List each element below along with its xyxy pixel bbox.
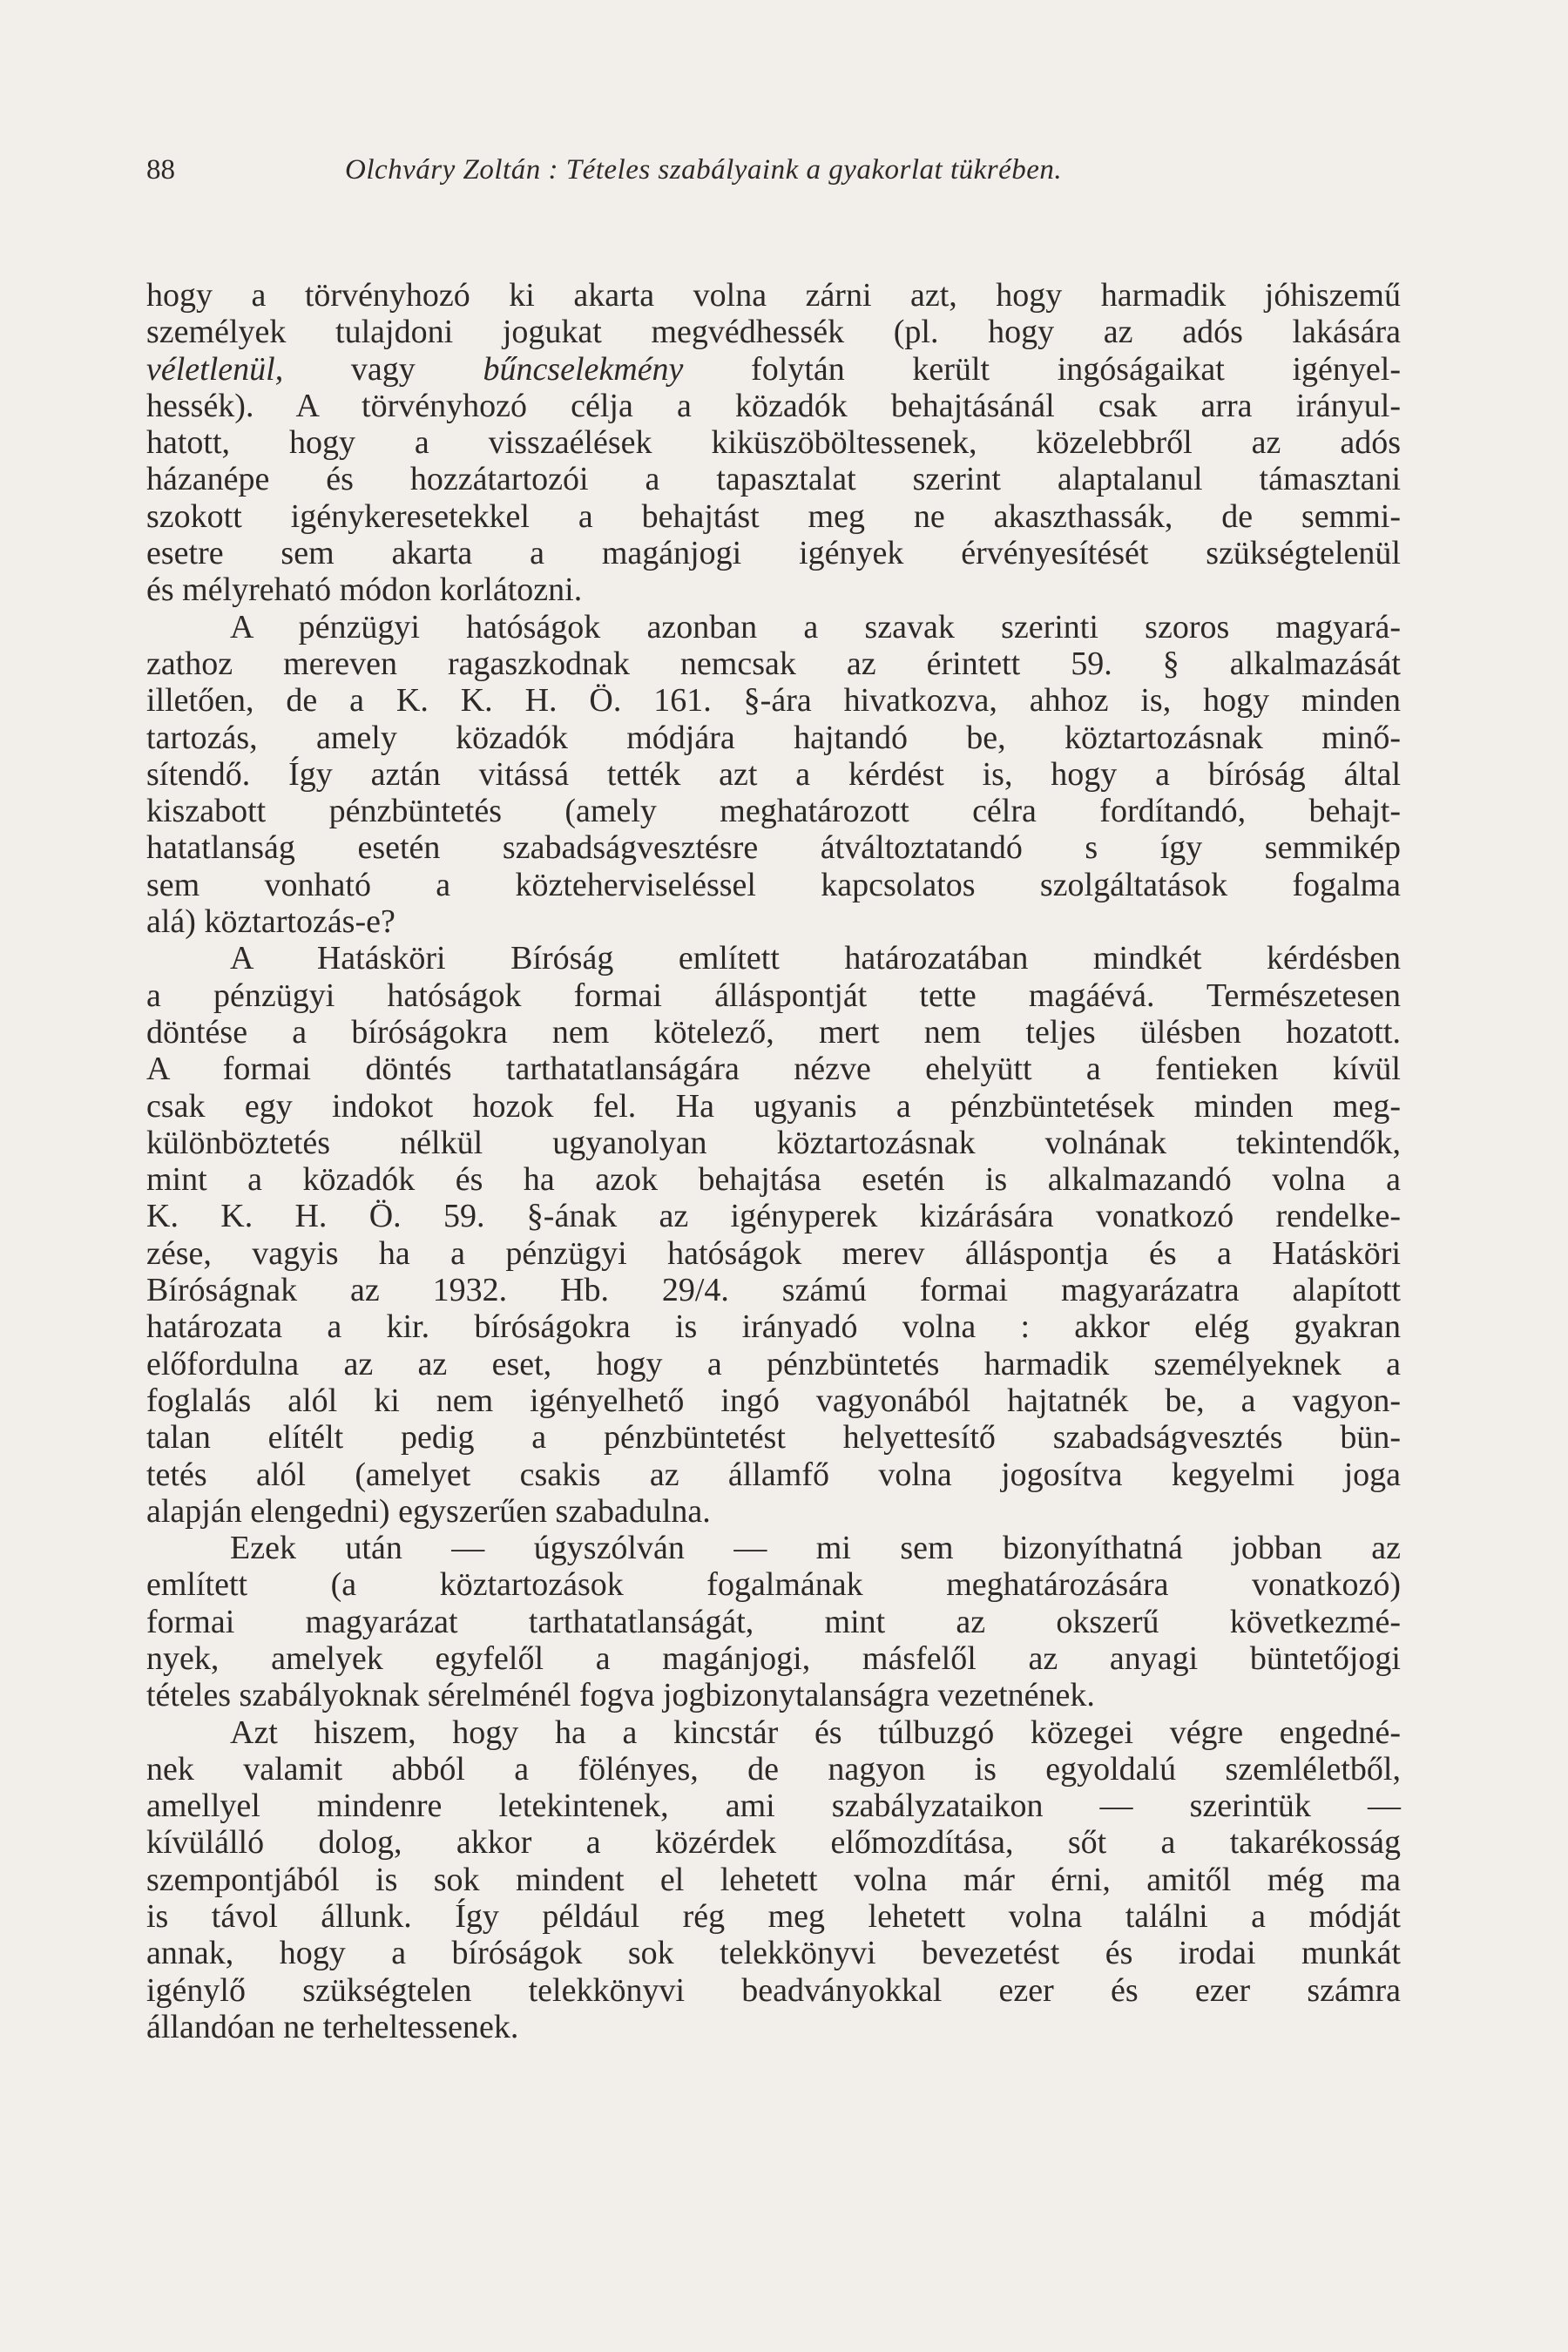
paragraph-1 [146,277,1401,609]
text-line: is távol állunk. Így például rég meg lehetett volna találni a módját [146,1898,1401,1936]
text-line: előfordulna az az eset, hogy a pénzbüntetés harmadik személyeknek a [146,1345,1401,1382]
running-header [146,152,1427,187]
text-line: házanépe és hozzátartozói a tapasztalat szerint alaptalanul támasztani [146,461,1401,498]
text-line: és mélyreható módon korlátozni. [146,571,583,609]
text-line: csak egy indokot hozok fel. Ha ugyanis a pénzbüntetések minden meg- [146,1087,1401,1125]
paragraph-4 [146,1530,1401,1713]
italic-text: bűncselekmény [483,350,684,388]
text-line: sem vonható a közteherviseléssel kapcsolatos szolgáltatások fogalma [146,866,1401,903]
text-line: nyek, amelyek egyfelől a magánjogi, másfelől az anyagi büntetőjogi [146,1639,1401,1677]
text-line: A pénzügyi hatóságok azonban a szavak szerinti szoros magyará- [230,608,1401,645]
text-line: alapján elengedni) egyszerűen szabadulna. [146,1492,711,1530]
text-line: tetés alól (amelyet csakis az államfő volna jogosítva kegyelmi joga [146,1456,1401,1493]
text-line: formai magyarázat tarthatatlanságát, mint az okszerű következmé- [146,1603,1401,1640]
text-line: kívülálló dolog, akkor a közérdek előmozdítása, sőt a takarékosság [146,1824,1401,1862]
text-line: A Hatásköri Bíróság említett határozatában mindkét kérdésben [230,940,1401,977]
paragraph-3 [146,940,1401,1530]
paragraph-5 [146,1714,1401,2046]
text-line: zathoz mereven ragaszkodnak nemcsak az érintett 59. § alkalmazását [146,645,1401,682]
text-line: személyek tulajdoni jogukat megvédhessék (pl. hogy az adós lakására [146,314,1401,351]
text-line: illetően, de a K. K. H. Ö. 161. §-ára hivatkozva, ahhoz is, hogy minden [146,682,1401,720]
text-line: sítendő. Így aztán vitássá tették azt a kérdést is, hogy a bíróság által [146,755,1401,793]
italic-text: véletlenül, [146,350,284,388]
text-line [146,351,1401,388]
text-line: tételes szabályoknak sérelménél fogva jogbizonytalanságra vezetnének. [146,1677,1095,1714]
text-line: hessék). A törvényhozó célja a közadók behajtásánál csak arra irányul- [146,387,1401,424]
paragraph-2 [146,609,1401,941]
text-line: Bíróságnak az 1932. Hb. 29/4. számú formai magyarázatra alapított [146,1272,1401,1309]
text-line: határozata a kir. bíróságokra is irányadó volna : akkor elég gyakran [146,1308,1401,1346]
text-line: alá) köztartozás-e? [146,903,395,941]
text-line: nek valamit abból a fölényes, de nagyon is egyoldalú szemléletből, [146,1750,1401,1788]
text-line: K. K. H. Ö. 59. §-ának az igényperek kizárására vonatkozó rendelke- [146,1198,1401,1235]
text-span: vagy [283,350,483,388]
text-line: szokott igénykeresetekkel a behajtást meg ne akaszthassák, de semmi- [146,497,1401,535]
text-line: különböztetés nélkül ugyanolyan köztartozásnak volnának tekintendők, [146,1124,1401,1161]
text-line: hogy a törvényhozó ki akarta volna zárni azt, hogy harmadik jóhiszemű [146,277,1401,314]
text-line: annak, hogy a bíróságok sok telekkönyvi bevezetést és irodai munkát [146,1935,1401,1972]
text-line: esetre sem akarta a magánjogi igények érvényesítését szükségtelenül [146,535,1401,572]
text-line: hatatlanság esetén szabadságvesztésre átváltoztatandó s így semmikép [146,829,1401,867]
text-line: hatott, hogy a visszaélések kiküszöböltessenek, közelebbről az adós [146,424,1401,462]
text-line: mint a közadók és ha azok behajtása esetén is alkalmazandó volna a [146,1161,1401,1199]
text-line: említett (a köztartozások fogalmának meghatározására vonatkozó) [146,1566,1401,1604]
text-line: a pénzügyi hatóságok formai álláspontját tette magáévá. Természetesen [146,977,1401,1014]
text-span: folytán került ingóságaikat igényel- [683,350,1401,388]
text-line: foglalás alól ki nem igényelhető ingó vagyonából hajtatnék be, a vagyon- [146,1382,1401,1419]
text-line: kiszabott pénzbüntetés (amely meghatározott célra fordítandó, behajt- [146,793,1401,830]
text-line: tartozás, amely közadók módjára hajtandó be, köztartozásnak minő- [146,719,1401,756]
text-line: Azt hiszem, hogy ha a kincstár és túlbuzgó közegei végre engedné- [230,1713,1401,1751]
text-line: igénylő szükségtelen telekkönyvi beadványokkal ezer és ezer számra [146,1971,1401,2009]
text-line: zése, vagyis ha a pénzügyi hatóságok merev álláspontja és a Hatásköri [146,1234,1401,1272]
body-text [146,277,1401,2045]
text-line: Ezek után — úgyszólván — mi sem bizonyíthatná jobban az [230,1530,1401,1567]
running-title: Olchváry Zoltán : Tételes szabályaink a gyakorlat tükrében. [345,154,1063,186]
text-line: A formai döntés tarthatatlanságára nézve ehelyütt a fentieken kívül [146,1051,1401,1088]
text-line: szempontjából is sok mindent el lehetett volna már érni, amitől még ma [146,1861,1401,1898]
text-line: döntése a bíróságokra nem kötelező, mert nem teljes ülésben hozatott. [146,1013,1401,1051]
text-line: amellyel mindenre letekintenek, ami szabályzataikon — szerintük — [146,1788,1401,1825]
text-line: talan elítélt pedig a pénzbüntetést helyettesítő szabadságvesztés bün- [146,1419,1401,1456]
page-number: 88 [146,154,175,186]
text-line: állandóan ne terheltessenek. [146,2008,519,2045]
